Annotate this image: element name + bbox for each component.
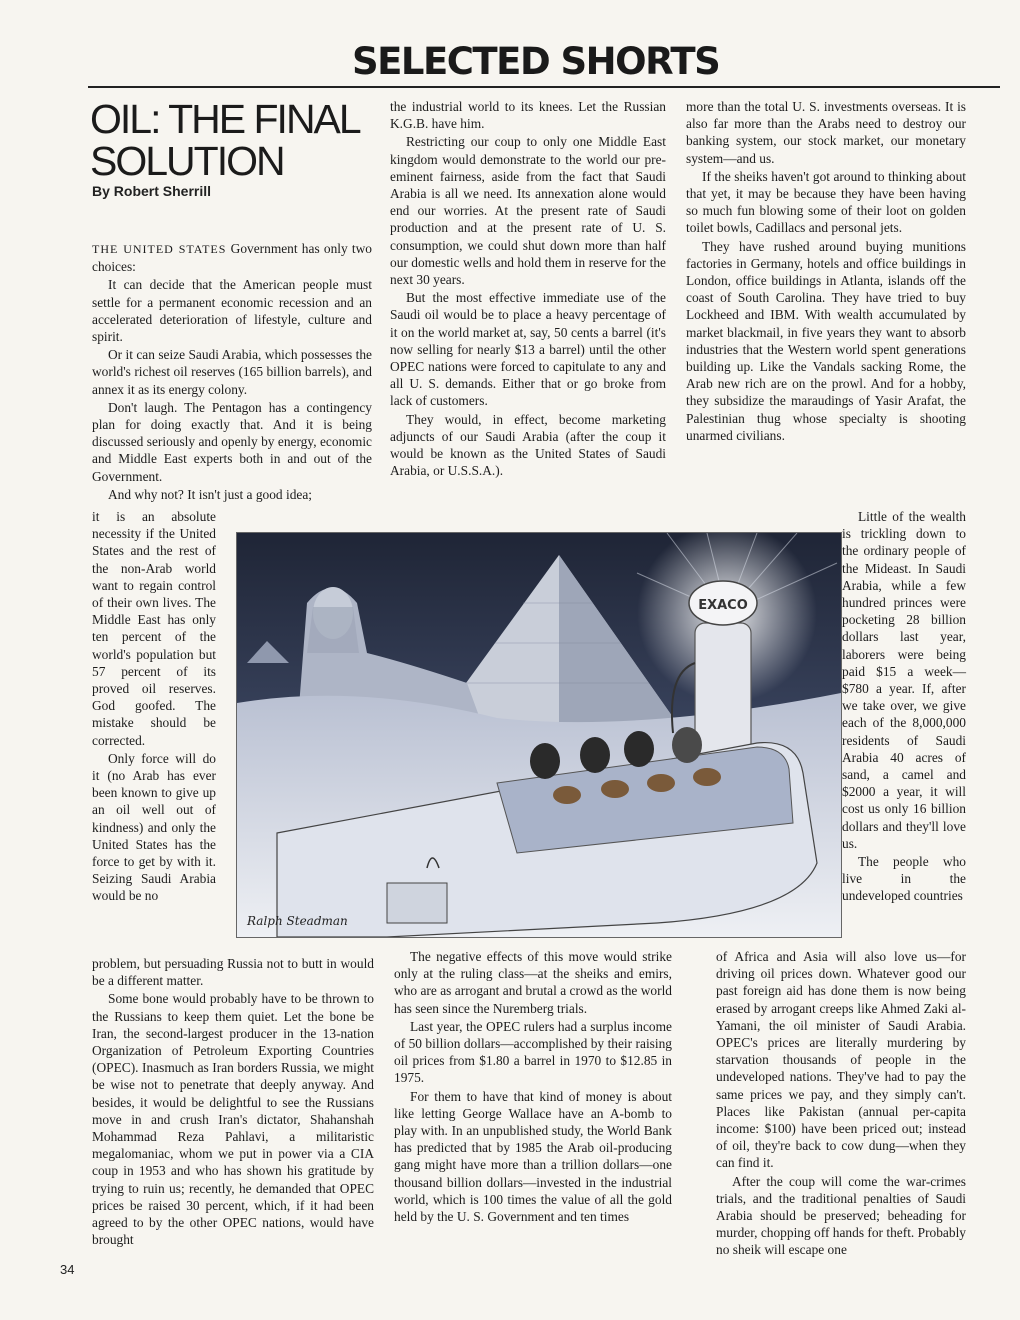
heading-rule — [88, 86, 1000, 88]
paragraph-text: Government has only two choices: — [92, 241, 372, 275]
paragraph: Only force will do it (no Arab has ever been known to give up an oil well out of kindness) and only the United States has the force to get by with it. Seizing Saudi Arabia would be no — [92, 750, 216, 904]
paragraph: Some bone would probably have to be thrown to the Russians to keep them quiet. Let the bone be Iran, the second-largest producer in the 13-nation Organization of Petroleum Exporting Countries (OPEC). Inasmuch as Iran borders Russia, we might be wise not to penetrate that deeply anyway. And besides, it would be delightful to see the Russians move in and crush Iran's dictator, Shahanshah Mohammad Reza Pahlavi, a militaristic megalomaniac, whom we put in power via a CIA coup in 1953 and who has shown his gratitude by trying to ruin us; recently, he demanded that OPEC prices be raised 30 percent, which, if it had been agreed to by the other OPEC nations, would have brought — [92, 991, 374, 1248]
paragraph: problem, but persuading Russia not to butt in would be a different matter. — [92, 956, 374, 989]
paragraph: Or it can seize Saudi Arabia, which possesses the world's richest oil reserves (165 billion barrels), and annex it as its energy colony. — [92, 347, 372, 397]
column-2-bottom — [394, 948, 672, 1226]
paragraph: But the most effective immediate use of the Saudi oil would be to place a heavy percentage of it on the world market at, say, 50 cents a barrel (it's now selling for nearly $13 a barrel) until the other OPEC nations were forced to capitulate to any and all U. S. demands. Either that or go broke from lack of customers. — [390, 290, 666, 409]
artist-signature: Ralph Steadman — [247, 914, 348, 928]
paragraph: For them to have that kind of money is about like letting George Wallace have an A-bomb to play with. In an unpublished study, the World Bank has predicted that by 1985 the Arab oil-producing gang might have more than a trillion dollars—one thousand billion dollars—invested in the industrial world, which is 100 times the value of all the gold held by the U. S. Government and ten times — [394, 1088, 672, 1225]
section-heading: SELECTED SHORTS — [352, 40, 720, 83]
column-1-wrap — [92, 508, 216, 906]
paragraph: Last year, the OPEC rulers had a surplus income of 50 billion dollars—accomplished by their raising oil prices from $1.80 a barrel in 1970 to $12.85 in 1975. — [394, 1018, 672, 1086]
paragraph: They would, in effect, become marketing adjuncts of our Saudi Arabia (after the coup it would be known as the United States of Saudi Arabia, or U.S.S.A.). — [390, 411, 666, 479]
title-line-2: SOLUTION — [90, 138, 284, 184]
column-1-top — [92, 240, 372, 504]
byline: By Robert Sherrill — [92, 183, 212, 199]
paragraph: And why not? It isn't just a good idea; — [108, 486, 312, 502]
page-number: 34 — [60, 1262, 75, 1277]
paragraph: the industrial world to its knees. Let the Russian K.G.B. have him. — [390, 99, 666, 132]
paragraph: They have rushed around buying munitions factories in Germany, hotels and office buildings in London, office buildings in Atlanta, islands off the coast of South Carolina. They have tried to buy Lockheed and IBM. With wealth accumulated by market blackmail, in five years they want to absorb industries that the Western world spent generations building up. Like the Vandals sacking Rome, the Arab new rich are on the prowl. And for a hobby, they subsidize the maraudings of Yasir Arafat, the Palestinian thug whose specialty is shooting unarmed civilians. — [686, 238, 966, 443]
paragraph: The negative effects of this move would strike only at the ruling class—at the sheiks and emirs, who are as arrogant and brutal a crowd as the world has seen since the Nuremberg trials. — [394, 949, 672, 1016]
paragraph: it is an absolute necessity if the United States and the rest of the non-Arab world want to regain control of their own lives. The Middle East has only ten percent of the world's population but 57 percent of its proved oil reserves. God goofed. The mistake should be corrected. — [92, 509, 216, 748]
paragraph: The people who live in the undeveloped countries — [842, 854, 966, 904]
paragraph: of Africa and Asia will also love us—for driving oil prices down. Whatever good our past foreign aid has done them is now being erased by arrogant creeps like Ahmed Zaki al-Yamani, the oil minister of Saudi Arabia. OPEC's prices are literally murdering by starvation thousands of people in the undeveloped nations. They've had to pay the same prices we pay, and they simply can't. Places like Pakistan (annual per-capita income: $100) have been priced out; instead of oil, they're back to cow dung—when they can find it. — [716, 949, 966, 1171]
column-3-top — [686, 98, 966, 445]
paragraph: Restricting our coup to only one Middle East kingdom would demonstrate to the world our pre-eminent fairness, aside from the fact that Saudi Arabia is all we need. Its annexation alone would end our worries. At the present rate of Saudi production and at the present rate of U. S. consumption, we could shut down more than half our domestic wells and hold them in reserve for the next 30 years. — [390, 134, 666, 288]
column-3-wrap — [842, 508, 966, 906]
title-line-1: OIL: THE FINAL — [90, 96, 360, 142]
pump-sign: EXACO — [698, 598, 748, 613]
article-title — [90, 98, 380, 182]
column-3-bottom — [716, 948, 966, 1260]
paragraph: more than the total U. S. investments overseas. It is also far more than the Arabs need to destroy our banking system, our stock market, our monetary system—and us. — [686, 99, 966, 166]
paragraph: Little of the wealth is trickling down to the ordinary people of the Mideast. In Saudi Arabia, while a few hundred princes were pocketing 28 billion dollars last year, laborers were being paid $15 a week—$780 a year. If, after we take over, we give each of the 8,000,000 residents of Saudi Arabia 40 acres of sand, a camel and $2000 a year, it will cost us only 16 billion dollars and they'll love us. — [842, 509, 966, 851]
paragraph: After the coup will come the war-crimes trials, and the traditional penalties of Saudi Arabia should be preserved; beheading for murder, chopping off hands for theft. Probably no sheik will escape one — [716, 1173, 966, 1258]
paragraph: Don't laugh. The Pentagon has a contingency plan for doing exactly that. And it is being discussed seriously and openly by energy, economic and Middle East experts both in and out of the Government. — [92, 399, 372, 484]
paragraph: If the sheiks haven't got around to thinking about that yet, it may be because they have been having so much fun blowing some of their loot on golden toilet bowls, Cadillacs and personal jets. — [686, 168, 966, 236]
desert-cartoon-illustration — [237, 533, 841, 937]
column-1-bottom — [92, 955, 374, 1249]
paragraph: It can decide that the American people must settle for a permanent economic recession and an accelerated deterioration of lifestyle, culture and spirit. — [92, 277, 372, 345]
column-2-top — [390, 98, 666, 480]
lead-in: THE UNITED STATES — [92, 242, 227, 256]
paragraph — [92, 240, 372, 275]
grille — [387, 883, 447, 923]
illustration — [236, 532, 842, 938]
